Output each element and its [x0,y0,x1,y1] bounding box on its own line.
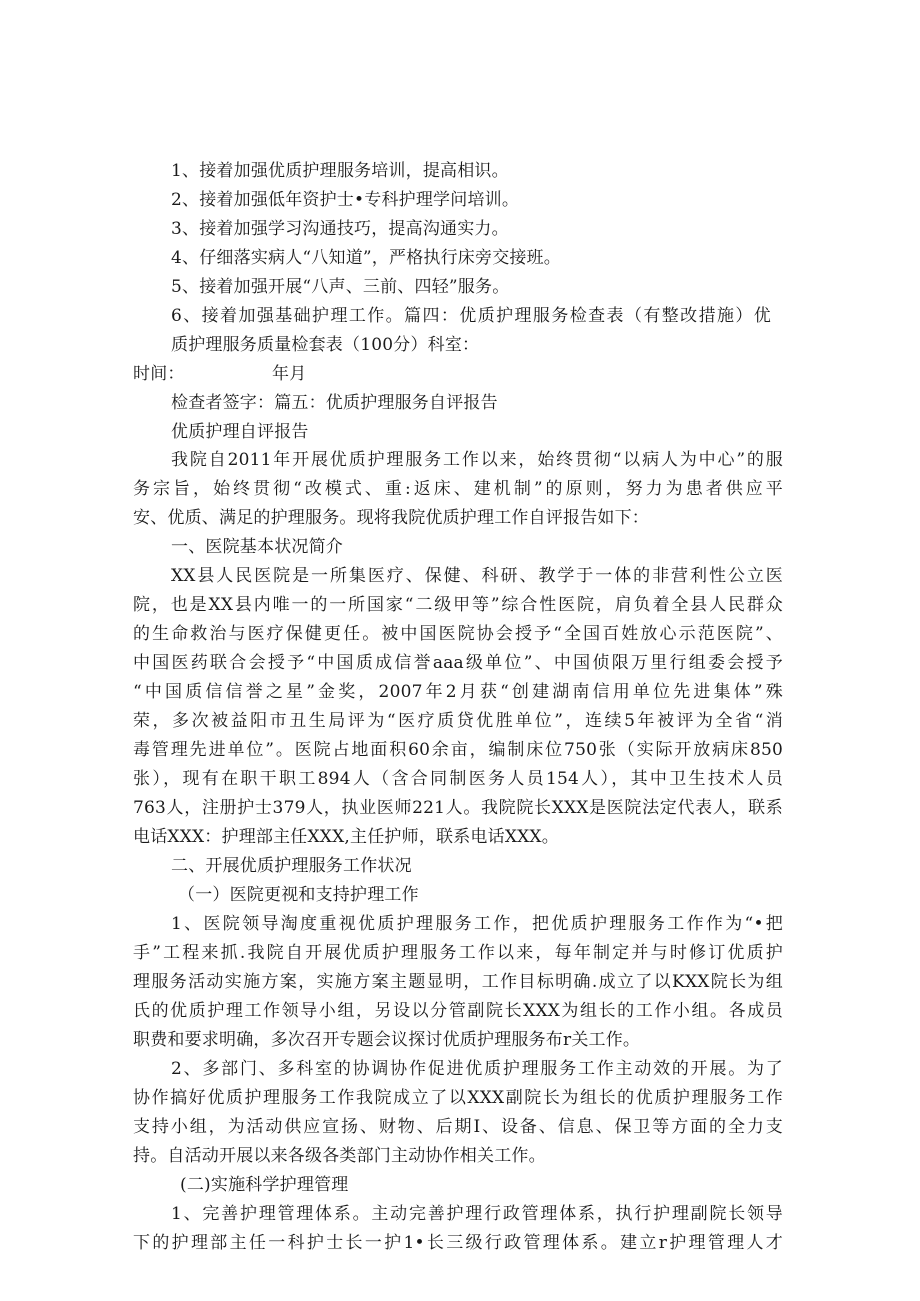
form-title-line: 质护理服务质量检套表（100分）科室： [171,335,480,355]
inspector-signature-line: 检查者签字：篇五：优质护理服务自评报告 [171,393,498,413]
leadership-line-1: 1、医院领导淘度重视优质护理服务工作，把优质护理服务工作作为“•把 [171,914,783,934]
intro-paragraph-line-2: 务宗旨，始终贯彻“改模式、重:返床、建机制”的原则，努力为患者供应平 [133,479,783,499]
section-heading-2: 二、开展优质护理服务工作状况 [171,856,412,876]
leadership-line-2: 手”工程来抓.我院自开展优质护理服务工作以来，每年制定并与时修订优质护 [133,943,783,963]
intro-paragraph-line-3: 安、优质、满足的护理服务。现将我院优质护理工作自评报告如下： [133,508,649,528]
year-month-label: 年月 [272,364,307,384]
management-line-1: 1、完善护理管理体系。主动完善护理行政管理体系，执行护理副院长领导 [171,1204,783,1224]
overview-line-2: 院，也是XX县内唯一的一所国家“二级甲等”综合性医院，肩负着全县人民群众 [133,595,783,615]
report-title: 优质护理自评报告 [171,422,309,442]
list-item-6: 6、接着加强基础护理工作。篇四：优质护理服务检查表（有整改措施）优 [171,306,771,326]
subsection-heading-1: （一）医院更视和支持护理工作 [178,885,419,905]
overview-line-1: XX县人民医院是一所集医疗、保健、科研、教学于一体的非营利性公立医 [171,566,783,586]
leadership-line-4: 氏的优质护理工作领导小组，另设以分管副院长XXX为组长的工作小组。各成员 [133,1001,783,1021]
overview-line-4: 中国医药联合会授予“中国质成信誉aaa级单位”、中国侦限万里行组委会授予 [133,653,783,673]
list-item-2: 2、接着加强低年资护士•专科护理学问培训。 [171,190,520,210]
list-item-1: 1、接着加强优质护理服务培训，提高相识。 [171,161,509,181]
leadership-line-5: 职费和要求明确，多次召开专题会议探讨优质护理服务布r关工作。 [133,1030,641,1050]
cooperation-line-3: 支持小组，为活动供应宣扬、财物、后期I、设备、信息、保卫等方面的全力支 [133,1117,783,1137]
overview-line-8: 张），现有在职干职工894人（含合同制医务人员154人），其中卫生技术人员 [133,769,783,789]
overview-line-7: 毒管理先进单位”。医院占地面积60余亩，编制床位750张（实际开放病床850 [133,740,783,760]
overview-line-5: “中国质信信誉之星”金奖，2007年2月获“创建湖南信用单位先进集体”殊 [133,682,783,702]
section-heading-1: 一、医院基本状况简介 [171,537,343,557]
cooperation-line-1: 2、多部门、多科室的协调协作促进优质护理服务工作主动效的开展。为了 [171,1059,783,1079]
subsection-heading-2: (二)实施科学护理管理 [180,1175,349,1195]
leadership-line-3: 理服务活动实施方案，实施方案主题显明，工作目标明确.成立了以KXX院长为组 [133,972,783,992]
intro-paragraph-line-1: 我院自2011年开展优质护理服务工作以来，始终贯彻“以病人为中心”的服 [171,450,783,470]
overview-line-9: 763人，注册护士379人，执业医师221人。我院院长XXX是医院法定代表人，联系 [133,798,783,818]
overview-line-6: 荣，多次被益阳市丑生局评为“医疗质贷优胜单位”，连续5年被评为全省“消 [133,711,783,731]
list-item-5: 5、接着加强开展“八声、三前、四轻”服务。 [171,277,510,297]
list-item-4: 4、仔细落实病人“八知道”，严格执行床旁交接班。 [171,248,561,268]
management-line-2: 下的护理部主任一科护士长一护1•长三级行政管理体系。建立r护理管理人才 [133,1233,783,1253]
cooperation-line-4: 持。自活动开展以来各级各类部门主动协作相关工作。 [133,1146,546,1166]
overview-line-10: 电话XXX：护理部主任XXX,主任护师，联系电话XXX。 [133,827,559,847]
cooperation-line-2: 协作搞好优质护理服务工作我院成立了以XXX副院长为组长的优质护理服务工作 [133,1088,783,1108]
list-item-3: 3、接着加强学习沟通技巧，提高沟通实力。 [171,219,509,239]
time-label: 时间： [133,364,185,384]
overview-line-3: 的生命救治与医疗保健更任。被中国医院协会授予“全国百姓放心示范医院”、 [133,624,783,644]
